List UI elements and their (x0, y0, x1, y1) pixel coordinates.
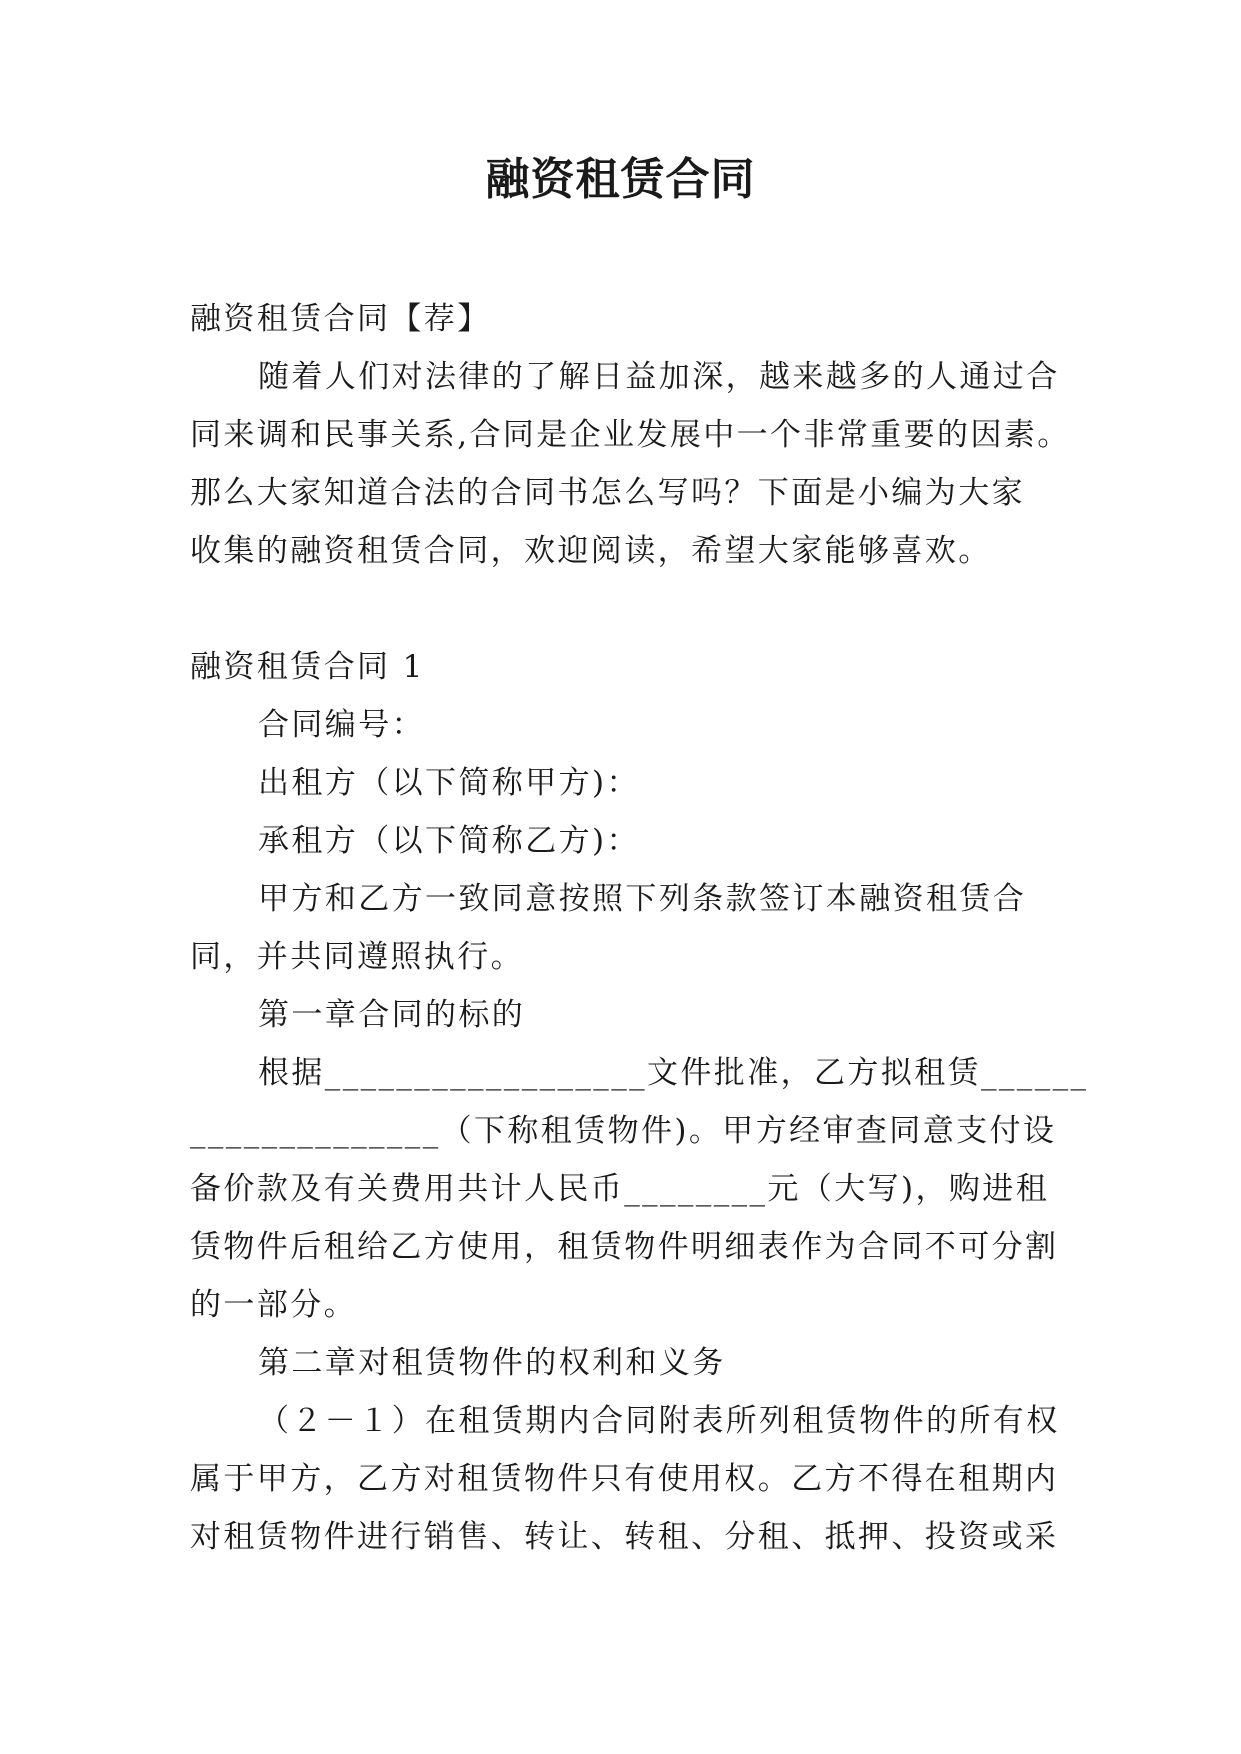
blank-line (190, 580, 1050, 638)
paragraph-line: 随着人们对法律的了解日益加深，越来越多的人通过合 (258, 359, 1060, 395)
paragraph-line: 对租赁物件进行销售、转让、转租、分租、抵押、投资或采 (190, 1519, 1059, 1555)
contract-number-line: 合同编号： (258, 707, 425, 743)
paragraph-line: 同来调和民事关系,合同是企业发展中一个非常重要的因素。 (190, 417, 1071, 453)
paragraph-line: 备价款及有关费用共计人民币________元（大写)，购进租 (190, 1171, 1050, 1207)
paragraph-line: 甲方和乙方一致同意按照下列条款签订本融资租赁合 (258, 881, 1027, 917)
lessor-line: 出租方（以下简称甲方)： (258, 765, 640, 801)
paragraph-line: ______________（下称租赁物件)。甲方经审查同意支付设 (190, 1113, 1057, 1149)
document-body (190, 290, 1089, 1566)
chapter-heading: 第二章对租赁物件的权利和义务 (258, 1345, 726, 1381)
chapter-heading: 第一章合同的标的 (258, 997, 526, 1033)
paragraph-line: 的一部分。 (190, 1287, 357, 1323)
paragraph-line: 属于甲方，乙方对租赁物件只有使用权。乙方不得在租期内 (190, 1461, 1059, 1497)
heading-line: 融资租赁合同【荐】 (190, 301, 491, 337)
paragraph-line: 同，并共同遵照执行。 (190, 939, 524, 975)
lessee-line: 承租方（以下简称乙方)： (258, 823, 640, 859)
paragraph-line: 那么大家知道合法的合同书怎么写吗？下面是小编为大家 (190, 475, 1025, 511)
paragraph-line: （２－１）在租赁期内合同附表所列租赁物件的所有权 (258, 1403, 1060, 1439)
paragraph-line: 赁物件后租给乙方使用，租赁物件明细表作为合同不可分割 (190, 1229, 1059, 1265)
paragraph-line: 收集的融资租赁合同，欢迎阅读，希望大家能够喜欢。 (190, 533, 992, 569)
paragraph-line: 根据__________________文件批准，乙方拟租赁______ (258, 1055, 1089, 1091)
document-title: 融资租赁合同 (485, 154, 756, 205)
section-heading: 融资租赁合同 1 (190, 649, 425, 685)
